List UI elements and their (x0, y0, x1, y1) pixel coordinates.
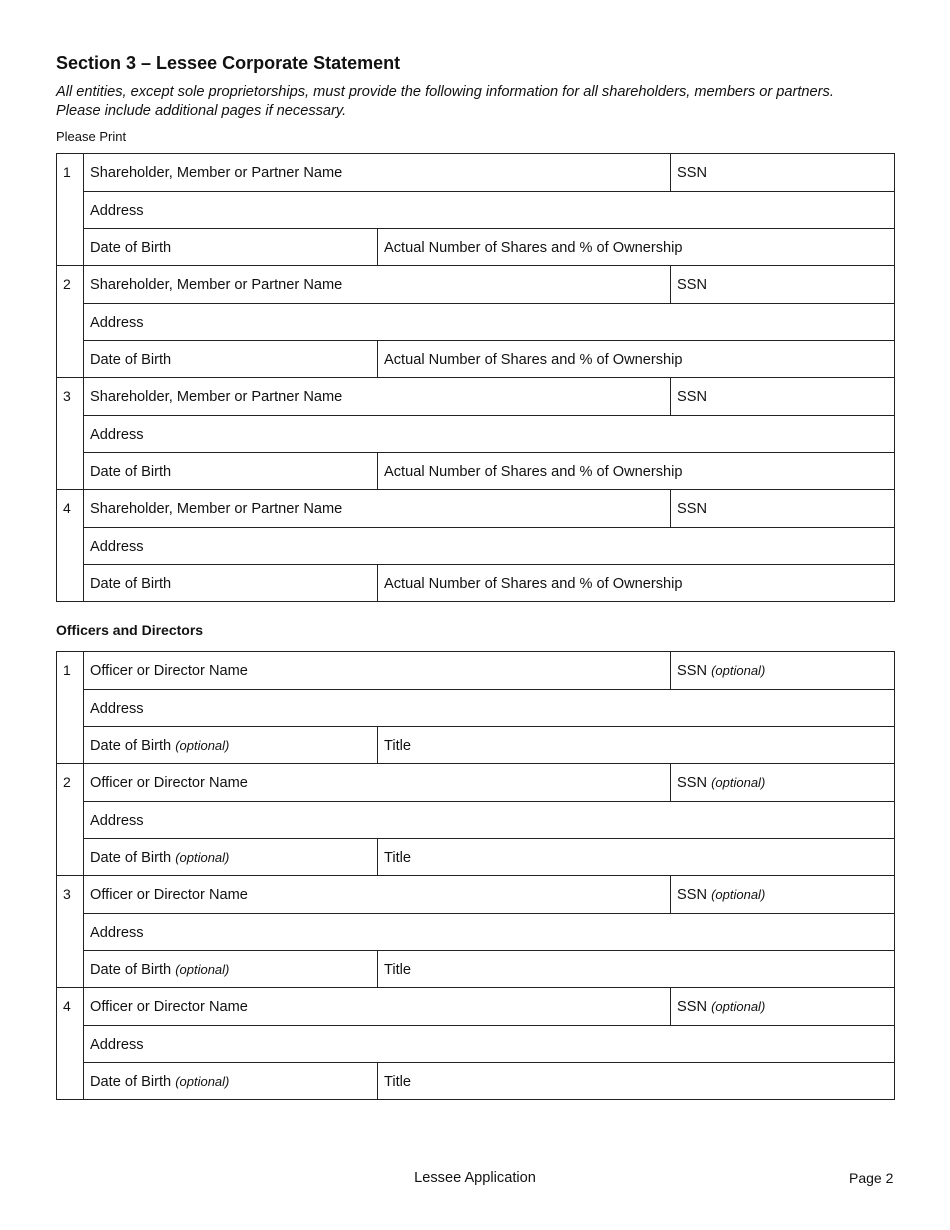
officer-group (57, 875, 894, 987)
shareholder-name-field[interactable]: Shareholder, Member or Partner Name (84, 266, 671, 303)
officer-group (57, 652, 894, 763)
row-number: 2 (57, 266, 84, 377)
row-number: 4 (57, 988, 84, 1099)
ssn-optional-field[interactable]: SSN (optional) (677, 775, 766, 791)
ssn-optional-field[interactable]: SSN (optional) (677, 999, 766, 1015)
ssn-field[interactable]: SSN (677, 165, 708, 181)
footer-title: Lessee Application (414, 1170, 536, 1186)
intro-line-2: Please include additional pages if necessary. (56, 102, 347, 119)
officer-name-field[interactable]: Officer or Director Name (84, 876, 671, 913)
officer-name-field[interactable]: Officer or Director Name (84, 988, 671, 1025)
row-number: 3 (57, 378, 84, 489)
ssn-optional-field[interactable]: SSN (optional) (677, 663, 766, 679)
address-field[interactable]: Address (90, 427, 144, 443)
address-field[interactable]: Address (90, 539, 144, 555)
shareholder-group (57, 265, 894, 377)
ssn-field[interactable]: SSN (677, 501, 708, 517)
shareholder-group (57, 377, 894, 489)
shares-ownership-field[interactable]: Actual Number of Shares and % of Ownership (384, 576, 683, 592)
row-number: 1 (57, 154, 84, 265)
intro-text (56, 83, 896, 120)
shares-ownership-field[interactable]: Actual Number of Shares and % of Ownership (384, 464, 683, 480)
officer-name-field[interactable]: Officer or Director Name (84, 652, 671, 689)
date-of-birth-field[interactable]: Date of Birth (optional) (84, 1063, 378, 1099)
address-field[interactable]: Address (90, 813, 144, 829)
officers-table (56, 651, 895, 1100)
date-of-birth-field[interactable]: Date of Birth (84, 565, 378, 601)
date-of-birth-field[interactable]: Date of Birth (optional) (84, 839, 378, 875)
ssn-field[interactable]: SSN (677, 277, 708, 293)
shareholder-group (57, 154, 894, 265)
please-print-label: Please Print (56, 129, 127, 144)
address-field[interactable]: Address (90, 315, 144, 331)
title-field[interactable]: Title (384, 850, 412, 866)
row-number: 2 (57, 764, 84, 875)
shareholder-group (57, 489, 894, 601)
shareholder-name-field[interactable]: Shareholder, Member or Partner Name (84, 154, 671, 191)
officer-name-field[interactable]: Officer or Director Name (84, 764, 671, 801)
date-of-birth-field[interactable]: Date of Birth (84, 229, 378, 265)
address-field[interactable]: Address (90, 701, 144, 717)
officer-group (57, 987, 894, 1099)
row-number: 3 (57, 876, 84, 987)
row-number: 4 (57, 490, 84, 601)
section-title: Section 3 – Lessee Corporate Statement (56, 53, 401, 73)
row-number: 1 (57, 652, 84, 763)
address-field[interactable]: Address (90, 925, 144, 941)
shareholder-name-field[interactable]: Shareholder, Member or Partner Name (84, 490, 671, 527)
title-field[interactable]: Title (384, 962, 412, 978)
address-field[interactable]: Address (90, 203, 144, 219)
officers-heading: Officers and Directors (56, 622, 204, 638)
shareholder-name-field[interactable]: Shareholder, Member or Partner Name (84, 378, 671, 415)
date-of-birth-field[interactable]: Date of Birth (optional) (84, 727, 378, 763)
ssn-field[interactable]: SSN (677, 389, 708, 405)
intro-line-1: All entities, except sole proprietorships, must provide the following information for all shareholders, members or partners. (56, 84, 834, 100)
date-of-birth-field[interactable]: Date of Birth (84, 453, 378, 489)
officer-group (57, 763, 894, 875)
date-of-birth-field[interactable]: Date of Birth (84, 341, 378, 377)
shareholders-table (56, 153, 895, 602)
address-field[interactable]: Address (90, 1037, 144, 1053)
shares-ownership-field[interactable]: Actual Number of Shares and % of Ownership (384, 352, 683, 368)
shares-ownership-field[interactable]: Actual Number of Shares and % of Ownership (384, 240, 683, 256)
title-field[interactable]: Title (384, 738, 412, 754)
ssn-optional-field[interactable]: SSN (optional) (677, 887, 766, 903)
date-of-birth-field[interactable]: Date of Birth (optional) (84, 951, 378, 987)
title-field[interactable]: Title (384, 1074, 412, 1090)
page-number: Page 2 (849, 1170, 894, 1186)
